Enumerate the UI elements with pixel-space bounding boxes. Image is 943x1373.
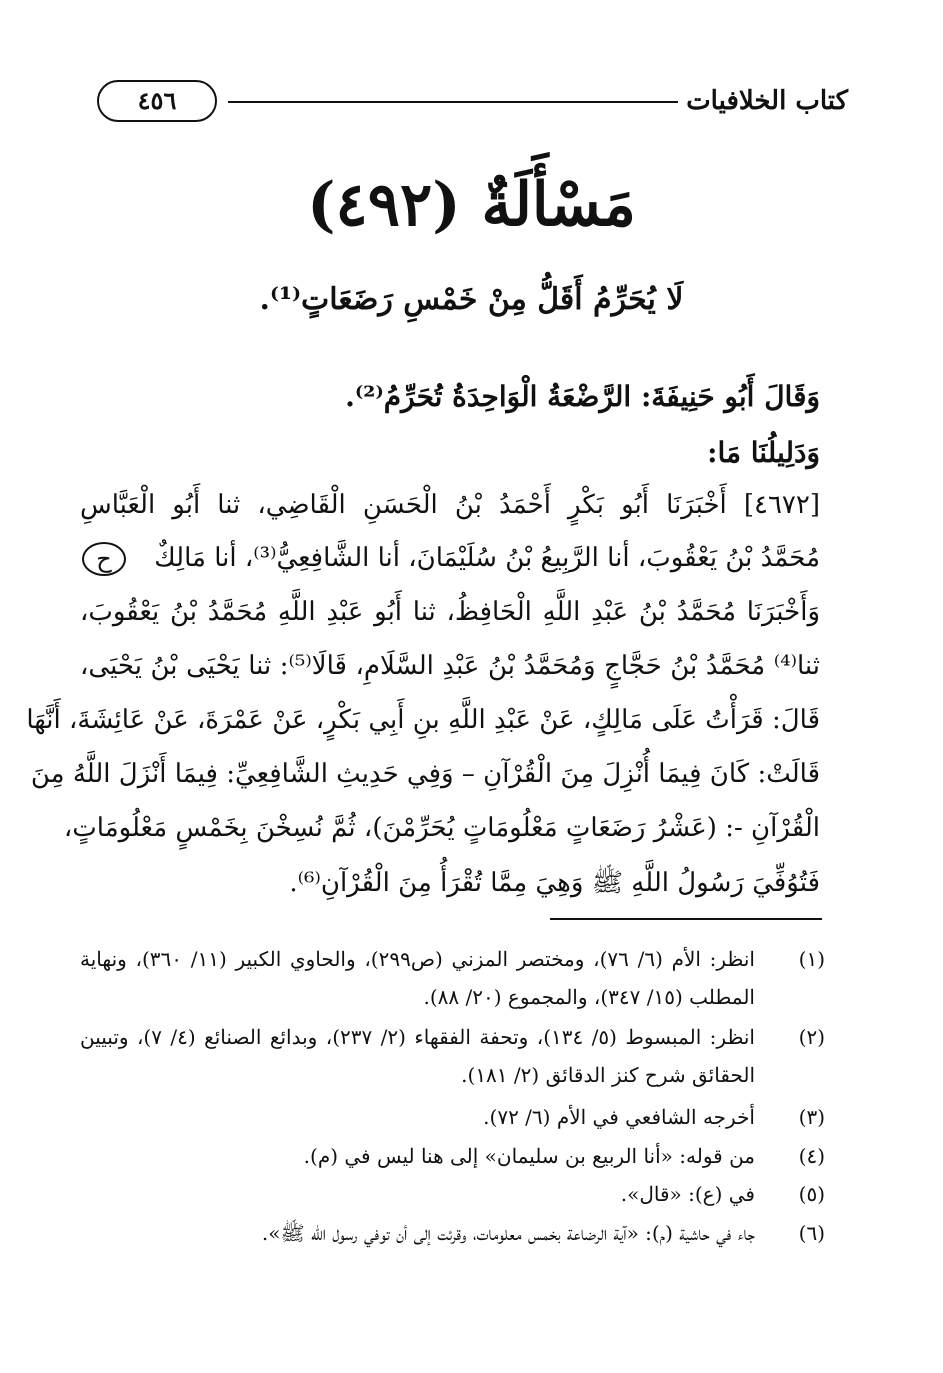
header-rule [228,101,678,103]
body-line: وَأَخْبَرَنَا مُحَمَّدُ بْنُ عَبْدِ اللَّهِ الْحَافِظُ، ثنا أَبُو عَبْدِ اللَّهِ مُحَمَّدُ بْنُ يَعْقُوبَ، [80,597,820,627]
footnote [80,1098,825,1136]
body-line: قَالَتْ: كَانَ فِيمَا أُنْزِلَ مِنَ الْقُرْآنِ – وَفِي حَدِيثِ الشَّافِعِيِّ: فِيمَا أَنْزَلَ اللَّهُ مِنَ [30,759,820,789]
footnote [80,1175,825,1213]
footnote-number: (٣) [798,1105,825,1129]
body-line: الْقُرْآنِ -: (عَشْرُ رَضَعَاتٍ مَعْلُومَاتٍ يُحَرِّمْنَ)، ثُمَّ نُسِخْنَ بِخَمْسٍ مَعْلُومَاتٍ، [63,813,820,843]
body-line: وَدَلِيلُنَا مَا: [707,436,820,469]
footnote-number: (٥) [798,1182,825,1206]
issue-statement: لَا يُحَرِّمُ أَقَلُّ مِنْ خَمْسِ رَضَعَاتٍ⁽¹⁾. [259,282,684,317]
footnote-text: أخرجه الشافعي في الأم (٦/ ٧٢). [483,1105,755,1129]
page-number: ٤٥٦ [137,86,177,115]
footnote-number: (٤) [798,1144,825,1168]
body-line: وَقَالَ أَبُو حَنِيفَةَ: الرَّضْعَةُ الْوَاحِدَةُ تُحَرِّمُ⁽²⁾. [345,380,820,413]
footnote [80,940,825,1016]
body-line: قَالَ: قَرَأْتُ عَلَى مَالِكٍ، عَنْ عَبْدِ اللَّهِ بنِ أَبِي بَكْرٍ، عَنْ عَمْرَةَ، عَنْ عَائِشَةَ، أَنَّهَا [26,705,820,735]
ha-symbol [82,542,126,576]
footnote [80,1214,825,1252]
footnote-number: (١) [798,947,825,971]
footnote-text: جاء في حاشية (م): «آية الرضاعة بخمس معلومات، وقرئت إلى أن توفي رسول الله ﷺ». [261,1221,755,1245]
footnote-text: انظر: الأم (٦/ ٧٦)، ومختصر المزني (ص٢٩٩)، والحاوي الكبير (١١/ ٣٦٠)، ونهاية المطلب (١٥/ ٣٤٧)، والمجموع (٢٠/ ٨٨). [80,947,755,1009]
footnote-text: انظر: المبسوط (٥/ ١٣٤)، وتحفة الفقهاء (٢/ ٢٣٧)، وبدائع الصنائع (٤/ ٧)، وتبيين الحقائق شرح كنز الدقائق (٢/ ١٨١). [80,1025,755,1087]
footnote-text: في (ع): «قال». [620,1182,755,1206]
body-line: فَتُوُفِّيَ رَسُولُ اللَّهِ ﷺ وَهِيَ مِمَّا تُقْرَأُ مِنَ الْقُرْآنِ⁽⁶⁾. [289,868,820,898]
footnote-number: (٢) [798,1025,825,1049]
footnote [80,1137,825,1175]
footnote-text: من قوله: «أنا الربيع بن سليمان» إلى هنا ليس في (م). [303,1144,755,1168]
footnote-number: (٦) [798,1221,825,1245]
body-line: ثنا⁽⁴⁾ مُحَمَّدُ بْنُ حَجَّاجٍ وَمُحَمَّدُ بْنُ عَبْدِ السَّلَامِ، قَالَا⁽⁵⁾: ثنا يَحْيَى بْنُ يَحْيَى، [80,651,820,681]
body-line: [٤٦٧٢] أَخْبَرَنَا أَبُو بَكْرٍ أَحْمَدُ بْنُ الْحَسَنِ الْقَاضِي، ثنا أَبُو الْعَبَّاسِ [80,490,820,520]
issue-title: مَسْأَلَةٌ (٤٩٢) [307,170,636,240]
body-line: مُحَمَّدُ بْنُ يَعْقُوبَ، أنا الرَّبِيعُ بْنُ سُلَيْمَانَ، أنا الشَّافِعِيُّ⁽³⁾، أنا مَالِكٌ [154,543,820,573]
running-head-title: كتاب الخلافيات [686,86,848,116]
footnote-separator [550,918,822,920]
footnote [80,1018,825,1094]
ha-symbol-mark: ح [82,542,126,576]
